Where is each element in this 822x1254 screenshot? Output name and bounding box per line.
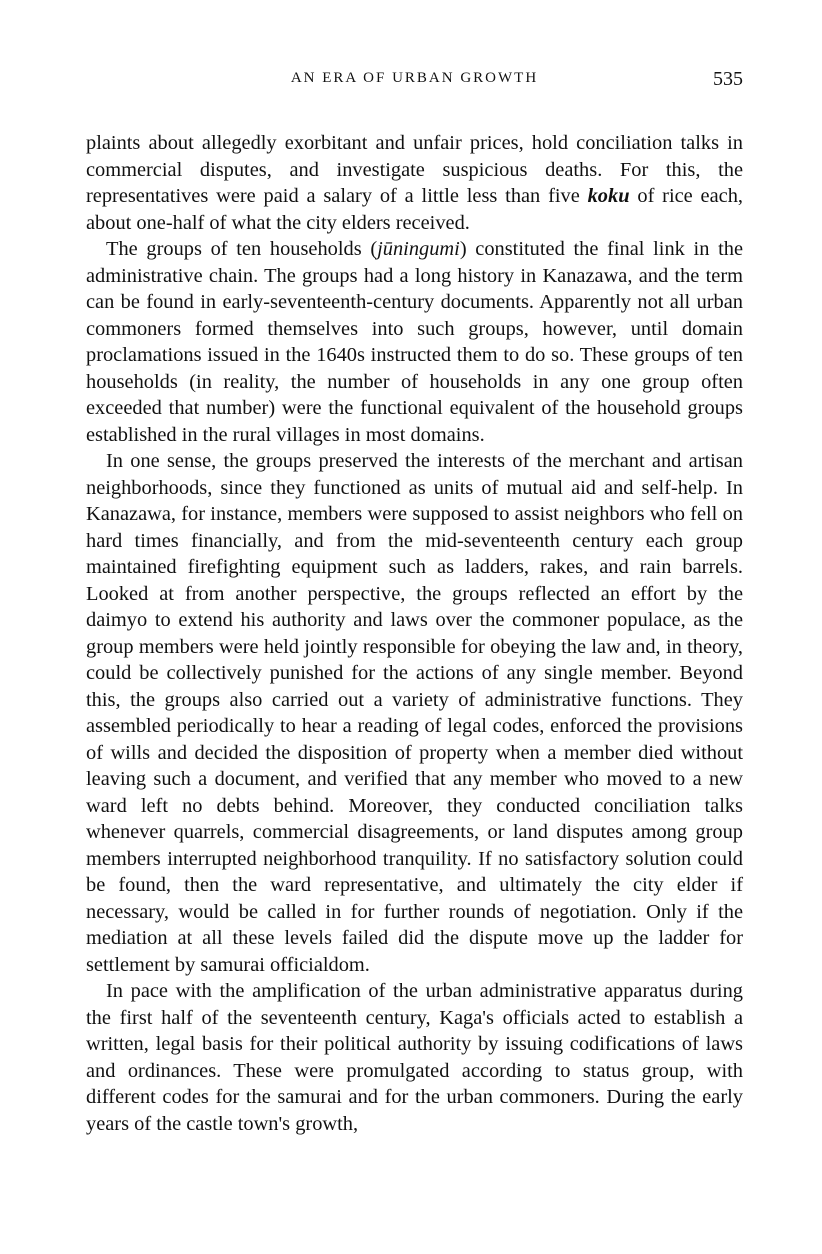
term-juningumi: jūningumi: [377, 238, 460, 260]
paragraph-1: [86, 130, 743, 236]
page-number: 535: [713, 68, 743, 90]
paragraph-1-text-a: plaints about allegedly exorbitant and unfair prices, hold conciliation talks in commercial disputes, and investigate suspicious deaths. For this, the representatives were paid a salary of a little less than five: [86, 132, 743, 207]
term-koku: koku: [587, 185, 630, 207]
page-header: [86, 68, 743, 92]
paragraph-2: [86, 236, 743, 448]
paragraph-3: In one sense, the groups preserved the interests of the merchant and artisan neighborhoods, since they functioned as units of mutual aid and self-help. In Kanazawa, for instance, members were supposed to assist neighbors who fell on hard times financially, and from the mid-seventeenth century each group maintained firefighting equipment such as ladders, rakes, and rain barrels. Looked at from another perspective, the groups reflected an effort by the daimyo to extend his authority and laws over the commoner populace, as the group members were held jointly responsible for obeying the law and, in theory, could be collectively punished for the actions of any single member. Beyond this, the groups also carried out a variety of administrative functions. They assembled periodically to hear a reading of legal codes, enforced the provisions of wills and decided the disposition of property when a member died without leaving such a document, and verified that any member who moved to a new ward left no debts behind. Moreover, they conducted conciliation talks whenever quarrels, commercial disagreements, or land disputes among group members interrupted neighborhood tranquility. If no satisfactory solution could be found, then the ward representative, and ultimately the city elder if necessary, would be called in for further rounds of negotiation. Only if the mediation at all these levels failed did the dispute move up the ladder for settlement by samurai officialdom.: [86, 450, 743, 976]
paragraph-4: In pace with the amplification of the urban administrative apparatus during the first half of the seventeenth century, Kaga's officials acted to establish a written, legal basis for their political authority by issuing codifications of laws and ordinances. These were promulgated according to status group, with different codes for the samurai and for the urban commoners. During the early years of the castle town's growth,: [86, 980, 743, 1135]
book-page: [86, 68, 743, 1137]
running-head: AN ERA OF URBAN GROWTH: [290, 70, 539, 86]
body-text: [86, 130, 743, 1137]
paragraph-2-text-b: ) constituted the final link in the administrative chain. The groups had a long history in Kanazawa, and the term can be found in early-seventeenth-century documents. Apparently not all urban commoners formed themselves into such groups, however, until domain proclamations issued in the 1640s instructed them to do so. These groups of ten households (in reality, the number of households in any one group often exceeded that number) were the functional equivalent of the household groups established in the rural villages in most domains.: [86, 238, 743, 446]
paragraph-1-text-b: of rice each, about one-half of what the city elders received.: [86, 185, 744, 234]
paragraph-2-text-a: The groups of ten households (: [106, 238, 378, 260]
